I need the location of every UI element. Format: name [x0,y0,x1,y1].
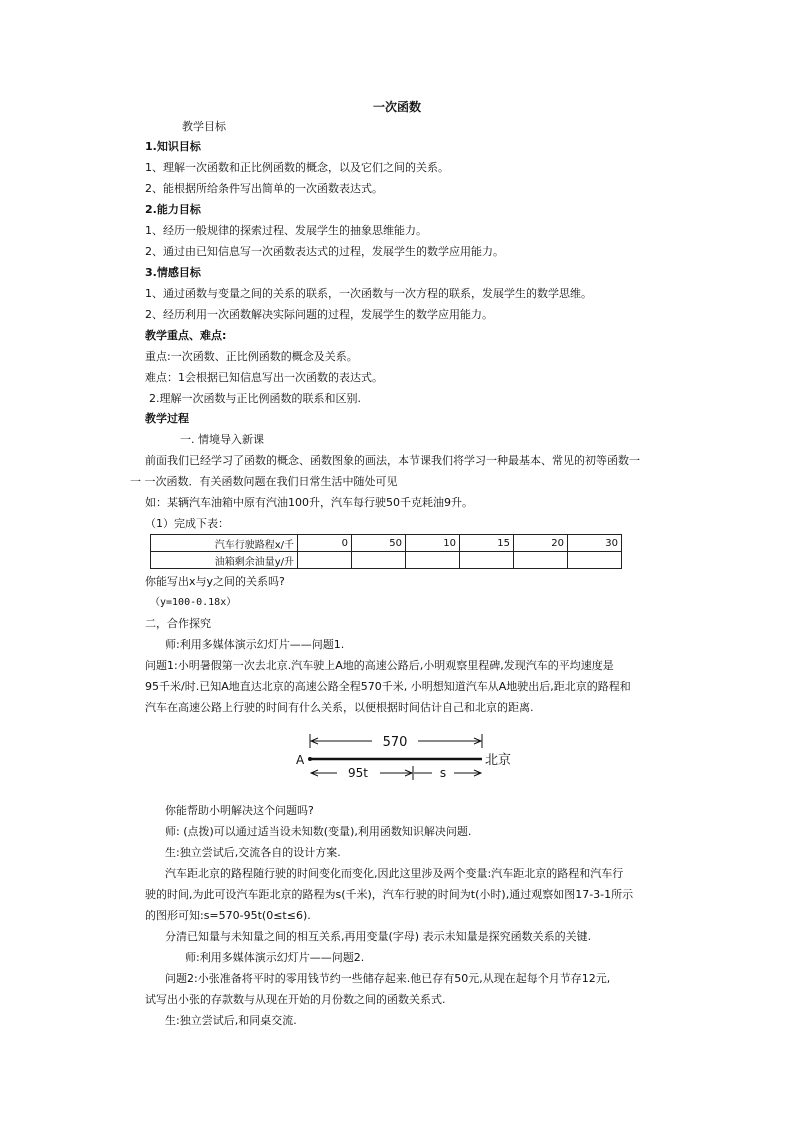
table-cell-empty [460,552,514,569]
intro-line-1: 前面我们已经学习了函数的概念、函数图象的画法，本节课我们将学习一种最基本、常见的初等函数一 [145,454,640,467]
emotion-goal-2: 2、经历利用一次函数解决实际问题的过程，发展学生的数学应用能力。 [145,308,493,321]
key-difficulty-heading: 教学重点、难点: [145,329,227,342]
ability-goal-2: 2、通过由已知信息写一次函数表达式的过程，发展学生的数学应用能力。 [145,245,504,258]
emotion-goal-1: 1、通过函数与变量之间的关系的联系，一次函数与一次方程的联系，发展学生的数学思维。 [145,287,592,300]
difficulty-2: 2.理解一次函数与正比例函数的联系和区别. [149,392,361,405]
point-a-dot [308,757,312,761]
ability-goal-1: 1、经历一般规律的探索过程、发展学生的抽象思维能力。 [145,224,427,237]
problem-1-line-3: 汽车在高速公路上行驶的时间有什么关系，以便根据时间估计自己和北京的距离. [145,701,534,714]
beijing-label: 北京 [485,753,512,768]
table-cell: 30 [568,535,622,552]
table-cell: 20 [514,535,568,552]
teacher-line-1: 师:利用多媒体演示幻灯片——问题1. [165,638,345,651]
problem-1-line-2: 95千米/时.已知A地直达北京的高速公路全程570千米, 小明想知道汽车从A地驶出后,距北京的路程和 [145,680,631,693]
section-1-heading: 一. 情境导入新课 [180,433,264,446]
teacher-line-3: 师:利用多媒体演示幻灯片——问题2. [185,951,365,964]
relation-answer: （y=100-0.18x） [150,597,237,608]
explain-line-3: 的图形可知:s=570-95t(0≤t≤6). [145,909,311,922]
table-cell-empty [406,552,460,569]
diagram-95t-label: 95t [348,766,368,780]
problem-1-line-1: 问题1:小明暑假第一次去北京.汽车驶上A地的高速公路后,小明观察里程碑,发现汽车的平均速度是 [145,659,614,672]
table-cell: 10 [406,535,460,552]
ability-goal-heading: 2.能力目标 [145,203,201,216]
knowledge-goal-2: 2、能根据所给条件写出简单的一次函数表达式。 [145,182,383,195]
relation-question: 你能写出x与y之间的关系吗? [145,575,285,588]
distance-diagram [292,728,532,780]
diagram-total-label: 570 [382,735,408,750]
page-title: 一次函数 [372,100,421,114]
clarify-line: 分清已知量与未知量之间的相互关系,再用变量(字母) 表示未知量是探究函数关系的关键. [165,930,592,943]
example-text: 如：某辆汽车油箱中原有汽油100升，汽车每行驶50千克耗油9升。 [145,496,473,509]
task-1: （1）完成下表： [145,517,229,530]
intro-line-2: 一 一次函数．有关函数问题在我们日常生活中随处可见 [130,475,398,488]
process-heading: 教学过程 [145,412,189,425]
knowledge-goal-1: 1、理解一次函数和正比例函数的概念，以及它们之间的关系。 [145,161,449,174]
table-row [151,535,622,552]
explain-line-1: 汽车距北京的路程随行驶的时间变化而变化,因此这里涉及两个变量:汽车距北京的路程和汽车行 [165,867,624,880]
student-line-1: 生:独立尝试后,交流各自的设计方案. [165,846,341,859]
table-cell: 15 [460,535,514,552]
fuel-table [150,534,622,569]
point-a-label: A [296,753,305,767]
table-row [151,552,622,569]
table-cell: 0 [298,535,352,552]
table-cell-empty [514,552,568,569]
problem-2-line-2: 试写出小张的存款数与从现在开始的月份数之间的函数关系式. [145,993,446,1006]
diagram-s-label: s [439,766,447,780]
difficulty-1: 难点：1会根据已知信息写出一次函数的表达式。 [145,371,383,384]
table-cell: 50 [352,535,406,552]
knowledge-goal-heading: 1.知识目标 [145,140,201,153]
teaching-goals-label: 教学目标 [182,120,226,133]
teacher-line-2: 师: (点拨)可以通过适当设未知数(变量),利用函数知识解决问题. [165,825,472,838]
table-cell-empty [352,552,406,569]
explain-line-2: 驶的时间,为此可设汽车距北京的路程为s(千米)，汽车行驶的时间为t(小时),通过观察如图17-3-1所示 [145,888,634,901]
table-row-label: 油箱剩余油量y/升 [151,552,298,569]
section-2-heading: 二，合作探究 [145,617,211,630]
problem-2-line-1: 问题2:小张准备将平时的零用钱节约一些储存起来.他已存有50元,从现在起每个月节存12元, [165,972,611,985]
table-row-label: 汽车行驶路程x/千 [151,535,298,552]
table-cell-empty [568,552,622,569]
table-cell-empty [298,552,352,569]
help-question: 你能帮助小明解决这个问题吗? [165,804,314,817]
key-point: 重点:一次函数、正比例函数的概念及关系。 [145,350,358,363]
student-line-2: 生:独立尝试后,和同桌交流. [165,1014,297,1027]
emotion-goal-heading: 3.情感目标 [145,266,201,279]
